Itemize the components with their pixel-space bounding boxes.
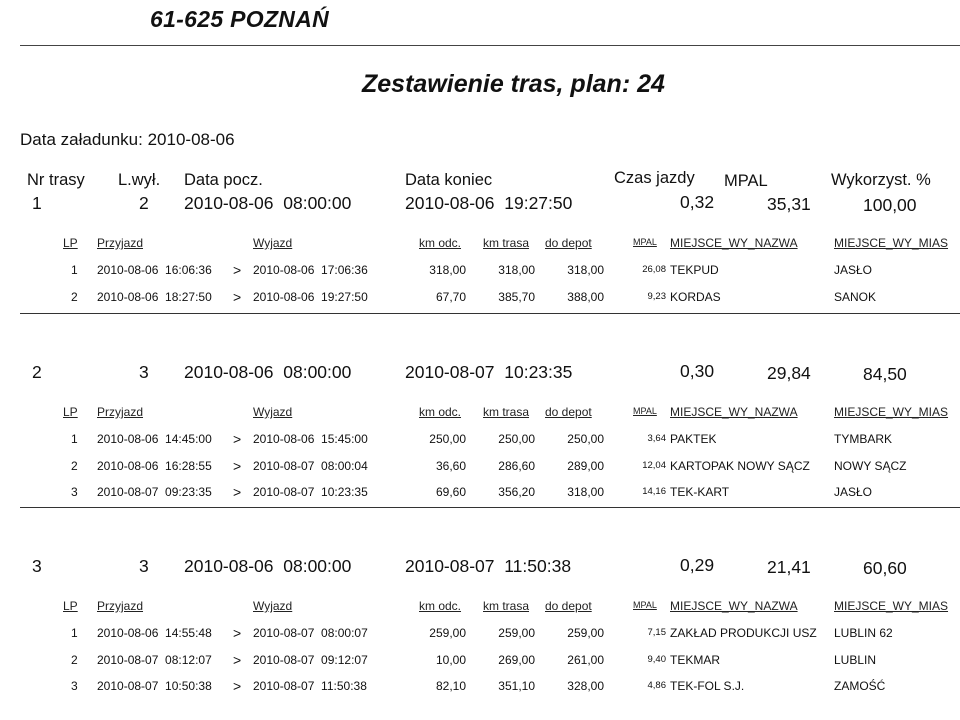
stop-km-odc: 318,00	[429, 263, 466, 277]
stop-km-odc: 250,00	[429, 432, 466, 446]
route-nr: 1	[32, 193, 42, 213]
route-czas: 0,30	[680, 361, 715, 381]
stop-col-do-depot: do depot	[545, 599, 592, 613]
stop-km-trasa: 269,00	[498, 652, 535, 667]
stop-miasto: LUBLIN 62	[834, 626, 893, 640]
stop-col-przyjazd: Przyjazd	[97, 599, 144, 613]
stop-col-mpal: MPAL	[633, 237, 657, 247]
stop-col-mpal: MPAL	[633, 600, 657, 610]
stop-wyjazd: 2010-08-07 09:12:07	[253, 652, 368, 667]
stop-km-odc: 36,60	[435, 458, 466, 473]
stop-col-km-odc: km odc.	[419, 405, 462, 419]
stop-przyjazd: 2010-08-07 08:12:07	[97, 652, 212, 667]
stop-mpal: 12,04	[642, 459, 666, 471]
stop-km-odc: 69,60	[435, 485, 466, 499]
route-start: 2010-08-06 08:00:00	[184, 193, 352, 213]
stop-arrow: >	[233, 651, 242, 668]
stop-do-depot: 388,00	[567, 289, 604, 304]
stop-col-nazwa: MIEJSCE_WY_NAZWA	[670, 405, 798, 419]
stop-col-miasto: MIEJSCE_WY_MIAS	[834, 236, 949, 250]
stop-miasto: LUBLIN	[834, 652, 877, 667]
stop-col-przyjazd: Przyjazd	[97, 236, 144, 250]
stop-col-wyjazd: Wyjazd	[253, 236, 293, 250]
stop-arrow: >	[233, 262, 242, 278]
route-mpal: 29,84	[767, 363, 811, 383]
stop-nazwa: TEK-FOL S.J.	[670, 679, 745, 693]
stop-arrow: >	[233, 457, 242, 474]
stop-wyjazd: 2010-08-06 17:06:36	[253, 263, 368, 277]
stop-wyjazd: 2010-08-07 11:50:38	[253, 679, 367, 693]
stop-nazwa: TEK-KART	[670, 485, 730, 499]
stop-przyjazd: 2010-08-06 14:45:00	[97, 432, 212, 446]
stop-col-wyjazd: Wyjazd	[253, 405, 293, 419]
stop-przyjazd: 2010-08-06 14:55:48	[97, 626, 212, 640]
stop-lp: 3	[71, 679, 78, 693]
route-wyk: 100,00	[863, 195, 917, 215]
route-lwyl: 2	[139, 193, 149, 213]
stop-arrow: >	[233, 625, 242, 641]
stop-col-km-odc: km odc.	[419, 599, 462, 613]
stop-nazwa: KORDAS	[670, 289, 721, 304]
stop-km-trasa: 385,70	[498, 289, 535, 304]
stop-km-odc: 82,10	[435, 679, 466, 693]
stop-col-km-trasa: km trasa	[483, 236, 530, 250]
stop-arrow: >	[233, 288, 242, 305]
stop-do-depot: 318,00	[567, 485, 604, 499]
route-start: 2010-08-06 08:00:00	[184, 362, 352, 382]
stop-przyjazd: 2010-08-06 18:27:50	[97, 289, 212, 304]
stop-miasto: TYMBARK	[834, 432, 893, 446]
route-end: 2010-08-07 10:23:35	[405, 362, 573, 382]
col-header-data-pocz: Data pocz.	[184, 171, 263, 189]
stop-nazwa: TEKMAR	[670, 652, 721, 667]
stop-km-odc: 259,00	[429, 626, 466, 640]
stop-km-odc: 10,00	[435, 652, 466, 667]
stop-km-trasa: 351,10	[498, 679, 535, 693]
stop-col-nazwa: MIEJSCE_WY_NAZWA	[670, 599, 798, 613]
stop-lp: 1	[71, 263, 78, 277]
route-mpal: 21,41	[767, 557, 811, 577]
route-czas: 0,29	[680, 555, 715, 575]
stop-przyjazd: 2010-08-07 10:50:38	[97, 679, 212, 693]
stop-col-km-trasa: km trasa	[483, 405, 530, 419]
stop-do-depot: 289,00	[567, 458, 604, 473]
header-divider	[20, 45, 960, 46]
stop-wyjazd: 2010-08-06 19:27:50	[253, 289, 368, 304]
stop-col-miasto: MIEJSCE_WY_MIAS	[834, 599, 949, 613]
stop-km-trasa: 286,60	[498, 458, 535, 473]
stop-col-km-trasa: km trasa	[483, 599, 530, 613]
col-header-czas-jazdy: Czas jazdy	[614, 169, 695, 187]
stop-col-przyjazd: Przyjazd	[97, 405, 144, 419]
stop-wyjazd: 2010-08-07 08:00:07	[253, 626, 368, 640]
stop-nazwa: ZAKŁAD PRODUKCJI USZ	[670, 626, 817, 640]
stop-mpal: 9,40	[647, 653, 666, 665]
stop-mpal: 4,86	[647, 680, 666, 691]
stop-lp: 2	[71, 458, 78, 473]
stop-arrow: >	[233, 678, 242, 694]
route-separator	[20, 313, 960, 314]
stop-lp: 3	[71, 485, 78, 499]
stop-lp: 2	[71, 652, 78, 667]
route-wyk: 84,50	[863, 364, 907, 384]
route-end: 2010-08-06 19:27:50	[405, 193, 573, 213]
stop-col-do-depot: do depot	[545, 405, 592, 419]
load-date: Data załadunku: 2010-08-06	[20, 130, 235, 149]
stop-km-odc: 67,70	[435, 289, 466, 304]
stop-km-trasa: 318,00	[498, 263, 535, 277]
stop-col-km-odc: km odc.	[419, 236, 462, 250]
route-mpal: 35,31	[767, 194, 811, 214]
stop-przyjazd: 2010-08-07 09:23:35	[97, 485, 212, 499]
route-czas: 0,32	[680, 192, 715, 212]
stop-km-trasa: 250,00	[498, 432, 535, 446]
route-nr: 2	[32, 362, 42, 382]
stop-col-nazwa: MIEJSCE_WY_NAZWA	[670, 236, 798, 250]
stop-mpal: 26,08	[642, 264, 666, 275]
stop-do-depot: 250,00	[567, 432, 604, 446]
stop-przyjazd: 2010-08-06 16:06:36	[97, 263, 212, 277]
stop-miasto: JASŁO	[834, 485, 873, 499]
stop-col-mpal: MPAL	[633, 406, 657, 416]
stop-wyjazd: 2010-08-07 08:00:04	[253, 458, 368, 473]
stop-col-lp: LP	[63, 599, 78, 613]
route-lwyl: 3	[139, 556, 149, 576]
stop-nazwa: KARTOPAK NOWY SĄCZ	[670, 458, 810, 473]
col-header-l-wyl: L.wył.	[118, 171, 161, 189]
stop-km-trasa: 356,20	[498, 485, 535, 499]
stop-mpal: 7,15	[647, 627, 666, 638]
stop-mpal: 3,64	[647, 433, 666, 444]
route-nr: 3	[32, 556, 42, 576]
route-lwyl: 3	[139, 362, 149, 382]
route-end: 2010-08-07 11:50:38	[405, 556, 572, 576]
stop-do-depot: 328,00	[567, 679, 604, 693]
stop-miasto: ZAMOŚĆ	[834, 679, 886, 693]
col-header-nr-trasy: Nr trasy	[27, 171, 85, 189]
stop-col-do-depot: do depot	[545, 236, 592, 250]
city-header: 61-625 POZNAŃ	[150, 6, 330, 32]
col-header-wykorzyst: Wykorzyst. %	[831, 171, 931, 189]
route-start: 2010-08-06 08:00:00	[184, 556, 352, 576]
stop-miasto: JASŁO	[834, 263, 873, 277]
stop-miasto: NOWY SĄCZ	[834, 458, 907, 473]
stop-mpal: 14,16	[642, 486, 666, 497]
stop-arrow: >	[233, 431, 242, 447]
stop-col-miasto: MIEJSCE_WY_MIAS	[834, 405, 949, 419]
stop-col-lp: LP	[63, 236, 78, 250]
stop-nazwa: PAKTEK	[670, 432, 717, 446]
stop-col-wyjazd: Wyjazd	[253, 599, 293, 613]
stop-do-depot: 259,00	[567, 626, 604, 640]
report-title: Zestawienie tras, plan: 24	[362, 70, 665, 98]
stop-km-trasa: 259,00	[498, 626, 535, 640]
col-header-mpal: MPAL	[724, 172, 768, 190]
stop-do-depot: 318,00	[567, 263, 604, 277]
stop-przyjazd: 2010-08-06 16:28:55	[97, 458, 212, 473]
stop-do-depot: 261,00	[567, 652, 604, 667]
route-separator	[20, 507, 960, 508]
stop-nazwa: TEKPUD	[670, 263, 719, 277]
col-header-data-koniec: Data koniec	[405, 171, 493, 189]
stop-wyjazd: 2010-08-07 10:23:35	[253, 485, 368, 499]
stop-wyjazd: 2010-08-06 15:45:00	[253, 432, 368, 446]
stop-col-lp: LP	[63, 405, 78, 419]
stop-lp: 1	[71, 626, 78, 640]
stop-lp: 2	[71, 289, 78, 304]
route-wyk: 60,60	[863, 558, 907, 578]
stop-miasto: SANOK	[834, 289, 877, 304]
stop-arrow: >	[233, 484, 242, 500]
stop-lp: 1	[71, 432, 78, 446]
stop-mpal: 9,23	[647, 290, 666, 302]
